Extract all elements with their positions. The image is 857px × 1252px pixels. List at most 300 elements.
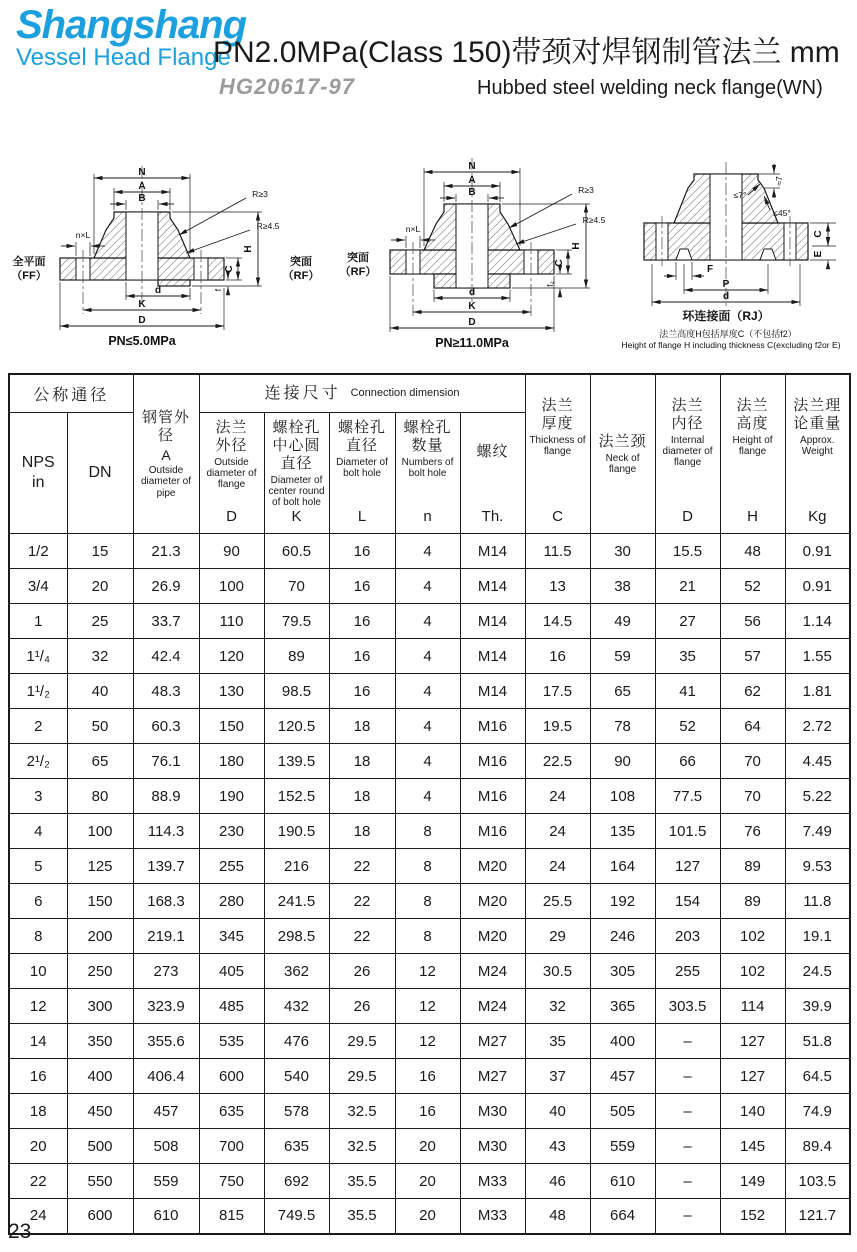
table-cell: 52 — [655, 709, 720, 744]
table-cell: 610 — [590, 1164, 655, 1199]
table-cell: 11.8 — [785, 884, 850, 919]
table-cell: 610 — [133, 1199, 199, 1234]
table-cell: 19.1 — [785, 919, 850, 954]
table-cell: 11.5 — [525, 534, 590, 569]
table-cell: 4 — [395, 674, 460, 709]
table-cell: 1 — [9, 604, 67, 639]
table-cell: 365 — [590, 989, 655, 1024]
table-cell: 18 — [329, 779, 395, 814]
table-cell: 16 — [329, 674, 395, 709]
header-neck: 法兰颈 Neck of flange — [590, 374, 655, 534]
table-cell: – — [655, 1024, 720, 1059]
table-cell: M24 — [460, 989, 525, 1024]
table-cell: M16 — [460, 779, 525, 814]
table-row — [9, 1024, 850, 1059]
table-cell: 15 — [67, 534, 133, 569]
table-cell: 1¹/₂ — [9, 674, 67, 709]
table-cell: – — [655, 1199, 720, 1234]
dim-label-d: d — [722, 291, 730, 302]
table-cell: 22 — [329, 919, 395, 954]
dim-label-dd: D — [138, 315, 146, 326]
table-cell: 8 — [395, 884, 460, 919]
table-cell: M14 — [460, 534, 525, 569]
table-cell: 1.81 — [785, 674, 850, 709]
svg-text:（FF）: （FF） — [11, 270, 47, 282]
table-cell: 12 — [395, 989, 460, 1024]
table-cell: 121.7 — [785, 1199, 850, 1234]
standard-number: HG20617-97 — [219, 74, 355, 99]
table-cell: 362 — [264, 954, 329, 989]
header-bolt-hole-diameter: 螺栓孔直径 Diameter of bolt hole L — [329, 412, 395, 534]
dim-label-d: d — [468, 287, 476, 298]
table-cell: 4 — [395, 569, 460, 604]
table-row — [9, 744, 850, 779]
table-cell: 22 — [9, 1164, 67, 1199]
table-cell: 2¹/₂ — [9, 744, 67, 779]
table-cell: 16 — [395, 1059, 460, 1094]
radius-label-1: R≥3 — [252, 189, 268, 199]
table-cell: 43 — [525, 1129, 590, 1164]
table-cell: 664 — [590, 1199, 655, 1234]
table-row — [9, 779, 850, 814]
table-cell: 400 — [590, 1024, 655, 1059]
page-subtitle-en: Hubbed steel welding neck flange(WN) — [477, 77, 823, 99]
table-cell: – — [655, 1059, 720, 1094]
table-cell: 24 — [525, 849, 590, 884]
table-cell: 345 — [199, 919, 264, 954]
table-cell: 127 — [720, 1024, 785, 1059]
table-cell: 20 — [395, 1199, 460, 1234]
table-cell: 120 — [199, 639, 264, 674]
table-row — [9, 1164, 850, 1199]
table-cell: 20 — [9, 1129, 67, 1164]
table-cell: 600 — [67, 1199, 133, 1234]
table-cell: 32 — [525, 989, 590, 1024]
table-cell: 14.5 — [525, 604, 590, 639]
table-cell: 50 — [67, 709, 133, 744]
table-cell: 22 — [329, 884, 395, 919]
table-cell: 145 — [720, 1129, 785, 1164]
dim-label-f: F — [706, 264, 714, 275]
pressure-note: PN≥11.0MPa — [435, 336, 509, 350]
page-title: PN2.0MPa(Class 150)带颈对焊钢制管法兰 mm — [213, 36, 840, 69]
table-cell: 2 — [9, 709, 67, 744]
table-cell: 35 — [655, 639, 720, 674]
dim-label-e: E — [813, 250, 824, 258]
table-cell: 21 — [655, 569, 720, 604]
raised-face-step — [158, 280, 190, 286]
table-cell: 108 — [590, 779, 655, 814]
table-cell: 48 — [720, 534, 785, 569]
table-cell: 16 — [525, 639, 590, 674]
table-cell: 35.5 — [329, 1199, 395, 1234]
table-cell: 35 — [525, 1024, 590, 1059]
dim-label-c: C — [554, 259, 565, 267]
table-cell: 29.5 — [329, 1024, 395, 1059]
table-cell: 42.4 — [133, 639, 199, 674]
table-cell: 14 — [9, 1024, 67, 1059]
table-row — [9, 709, 850, 744]
table-cell: 49 — [590, 604, 655, 639]
dim-label-c: C — [813, 230, 824, 238]
table-cell: 1.55 — [785, 639, 850, 674]
table-cell: 190.5 — [264, 814, 329, 849]
table-cell: M14 — [460, 569, 525, 604]
table-row — [9, 534, 850, 569]
dim-label-p: P — [722, 279, 730, 290]
table-cell: 405 — [199, 954, 264, 989]
pressure-note: PN≤5.0MPa — [108, 334, 176, 348]
table-cell: 70 — [720, 779, 785, 814]
table-cell: 508 — [133, 1129, 199, 1164]
dim-label-b: B — [468, 187, 476, 198]
table-cell: 70 — [264, 569, 329, 604]
page-number: 23 — [8, 1220, 32, 1243]
table-cell: 48 — [525, 1199, 590, 1234]
table-body — [9, 534, 850, 1234]
table-cell: 76.1 — [133, 744, 199, 779]
header-weight: 法兰理论重量 Approx. Weight Kg — [785, 374, 850, 534]
table-cell: 0.91 — [785, 569, 850, 604]
dim-label-top7: ≈7 — [774, 176, 784, 186]
table-cell: 70 — [720, 744, 785, 779]
table-cell: 635 — [199, 1094, 264, 1129]
bolt-count-label: n×L — [75, 230, 91, 240]
table-cell: 57 — [720, 639, 785, 674]
table-cell: 4 — [395, 744, 460, 779]
table-cell: 13 — [525, 569, 590, 604]
table-cell: 303.5 — [655, 989, 720, 1024]
table-cell: M16 — [460, 814, 525, 849]
table-row — [9, 639, 850, 674]
table-cell: 4 — [395, 779, 460, 814]
table-row — [9, 674, 850, 709]
dim-label-d: d — [154, 285, 162, 296]
table-cell: M30 — [460, 1094, 525, 1129]
table-cell: 192 — [590, 884, 655, 919]
table-cell: 246 — [590, 919, 655, 954]
table-cell: 180 — [199, 744, 264, 779]
table-cell: 540 — [264, 1059, 329, 1094]
dim-label-k: K — [468, 301, 476, 312]
table-cell: 230 — [199, 814, 264, 849]
table-cell: 64 — [720, 709, 785, 744]
table-cell: 20 — [395, 1164, 460, 1199]
table-row — [9, 569, 850, 604]
svg-text:（RF）: （RF） — [282, 270, 320, 282]
table-cell: 4.45 — [785, 744, 850, 779]
table-cell: 635 — [264, 1129, 329, 1164]
table-cell: 77.5 — [655, 779, 720, 814]
table-cell: 27 — [655, 604, 720, 639]
header-thickness: 法兰厚度 Thickness of flange C — [525, 374, 590, 534]
table-cell: 216 — [264, 849, 329, 884]
table-cell: 485 — [199, 989, 264, 1024]
table-row — [9, 814, 850, 849]
table-cell: 103.5 — [785, 1164, 850, 1199]
table-cell: 79.5 — [264, 604, 329, 639]
table-cell: 101.5 — [655, 814, 720, 849]
table-cell: 30.5 — [525, 954, 590, 989]
table-cell: 80 — [67, 779, 133, 814]
table-cell: M27 — [460, 1059, 525, 1094]
table-cell: M20 — [460, 849, 525, 884]
table-cell: 40 — [67, 674, 133, 709]
logo-name: Shangshang — [16, 3, 247, 47]
table-cell: 30 — [590, 534, 655, 569]
table-row — [9, 1199, 850, 1234]
flange-drawing-ff-rf — [2, 138, 332, 362]
table-cell: 250 — [67, 954, 133, 989]
table-cell: M30 — [460, 1129, 525, 1164]
table-cell: – — [655, 1129, 720, 1164]
table-cell: 150 — [67, 884, 133, 919]
face-type-rf: 突面 — [290, 256, 312, 268]
table-cell: 400 — [67, 1059, 133, 1094]
table-cell: 56 — [720, 604, 785, 639]
table-header — [9, 374, 850, 534]
table-cell: 16 — [329, 534, 395, 569]
table-cell: 4 — [395, 639, 460, 674]
dim-label-k: K — [138, 299, 146, 310]
header-dn: DN — [67, 412, 133, 534]
table-cell: 48.3 — [133, 674, 199, 709]
table-cell: 18 — [329, 709, 395, 744]
table-cell: 1¹/₄ — [9, 639, 67, 674]
table-cell: 300 — [67, 989, 133, 1024]
table-cell: 8 — [395, 919, 460, 954]
table-cell: 24 — [525, 779, 590, 814]
table-cell: 65 — [590, 674, 655, 709]
table-cell: 74.9 — [785, 1094, 850, 1129]
height-note-en: Height of flange H including thickness C(excluding f2or E) — [621, 340, 841, 350]
table-cell: 190 — [199, 779, 264, 814]
table-cell: 168.3 — [133, 884, 199, 919]
table-cell: 432 — [264, 989, 329, 1024]
table-cell: 64.5 — [785, 1059, 850, 1094]
table-cell: 26 — [329, 989, 395, 1024]
table-cell: M16 — [460, 709, 525, 744]
table-row — [9, 1059, 850, 1094]
radius-label-1: R≥3 — [578, 185, 594, 195]
table-cell: 22.5 — [525, 744, 590, 779]
table-cell: 102 — [720, 919, 785, 954]
table-cell: 52 — [720, 569, 785, 604]
table-cell: 4 — [395, 604, 460, 639]
table-cell: – — [655, 1094, 720, 1129]
table-cell: 10 — [9, 954, 67, 989]
table-cell: 140 — [720, 1094, 785, 1129]
table-cell: 37 — [525, 1059, 590, 1094]
table-cell: 5.22 — [785, 779, 850, 814]
logo-tagline: Vessel Head Flange — [16, 44, 231, 71]
table-cell: 6 — [9, 884, 67, 919]
table-cell: 600 — [199, 1059, 264, 1094]
table-cell: 457 — [590, 1059, 655, 1094]
table-cell: 18 — [329, 744, 395, 779]
table-cell: 26.9 — [133, 569, 199, 604]
header-bolt-circle: 螺栓孔中心圆直径 Diameter of center round of bolt hole K — [264, 412, 329, 534]
table-cell: 305 — [590, 954, 655, 989]
table-cell: 65 — [67, 744, 133, 779]
table-cell: 24 — [525, 814, 590, 849]
table-cell: 59 — [590, 639, 655, 674]
table-cell: 16 — [329, 604, 395, 639]
table-cell: 203 — [655, 919, 720, 954]
dim-label-f: f — [213, 288, 223, 292]
table-cell: 500 — [67, 1129, 133, 1164]
table-cell: 749.5 — [264, 1199, 329, 1234]
table-cell: 88.9 — [133, 779, 199, 814]
table-cell: 17.5 — [525, 674, 590, 709]
table-cell: 12 — [9, 989, 67, 1024]
table-cell: 8 — [395, 814, 460, 849]
table-cell: 25.5 — [525, 884, 590, 919]
dim-label-n: N — [138, 167, 146, 178]
header-nominal-diameter: 公称通径 — [9, 374, 133, 412]
table-cell: 16 — [395, 1094, 460, 1129]
table-row — [9, 884, 850, 919]
table-cell: 578 — [264, 1094, 329, 1129]
table-cell: 20 — [67, 569, 133, 604]
table-cell: 114.3 — [133, 814, 199, 849]
table-cell: M33 — [460, 1199, 525, 1234]
header-pipe-od: 钢管外径 A Outside diameter of pipe — [133, 374, 199, 534]
table-cell: 39.9 — [785, 989, 850, 1024]
rj-caption: 环连接面（RJ） — [682, 309, 770, 323]
table-cell: 18 — [9, 1094, 67, 1129]
table-cell: 298.5 — [264, 919, 329, 954]
table-cell: 90 — [199, 534, 264, 569]
header-connection-dimension: 连接尺寸 Connection dimension — [199, 374, 525, 412]
table-cell: 450 — [67, 1094, 133, 1129]
table-cell: 1.14 — [785, 604, 850, 639]
table-cell: 110 — [199, 604, 264, 639]
dim-label-c: C — [224, 265, 235, 273]
table-cell: 149 — [720, 1164, 785, 1199]
table-cell: 241.5 — [264, 884, 329, 919]
dim-label-n: N — [468, 161, 476, 172]
table-cell: 7.49 — [785, 814, 850, 849]
flange-drawing-rj — [616, 138, 857, 362]
flange-spec-table — [8, 373, 851, 1235]
table-cell: 89 — [264, 639, 329, 674]
dim-label-h: H — [571, 242, 582, 250]
table-cell: 26 — [329, 954, 395, 989]
table-cell: 98.5 — [264, 674, 329, 709]
flange-drawing-rf — [334, 138, 616, 362]
table-cell: 46 — [525, 1164, 590, 1199]
table-cell: 102 — [720, 954, 785, 989]
header-nps: NPS in — [9, 412, 67, 534]
table-cell: 90 — [590, 744, 655, 779]
radius-label-2: R≥4.5 — [582, 215, 606, 225]
header-height: 法兰高度 Height of flange H — [720, 374, 785, 534]
table-cell: 4 — [9, 814, 67, 849]
angle-label-7: ≤7° — [733, 190, 747, 200]
table-cell: 2.72 — [785, 709, 850, 744]
table-cell: 51.8 — [785, 1024, 850, 1059]
table-cell: 5 — [9, 849, 67, 884]
table-cell: 89.4 — [785, 1129, 850, 1164]
table-cell: 150 — [199, 709, 264, 744]
table-cell: 19.5 — [525, 709, 590, 744]
table-cell: 12 — [395, 954, 460, 989]
table-cell: 255 — [655, 954, 720, 989]
header-flange-od: 法兰外径 Outside diameter of flange D — [199, 412, 264, 534]
table-cell: 60.5 — [264, 534, 329, 569]
dim-label-a: A — [138, 181, 146, 192]
table-cell: 89 — [720, 849, 785, 884]
table-row — [9, 989, 850, 1024]
table-cell: 8 — [9, 919, 67, 954]
table-cell: 16 — [329, 569, 395, 604]
table-cell: 100 — [199, 569, 264, 604]
table-row — [9, 1094, 850, 1129]
table-cell: M20 — [460, 884, 525, 919]
table-cell: 350 — [67, 1024, 133, 1059]
table-cell: 16 — [9, 1059, 67, 1094]
table-cell: 406.4 — [133, 1059, 199, 1094]
table-cell: 9.53 — [785, 849, 850, 884]
table-cell: 33.7 — [133, 604, 199, 639]
header-inner-diameter: 法兰内径 Internal diameter of flange D — [655, 374, 720, 534]
table-cell: 18 — [329, 814, 395, 849]
table-cell: 40 — [525, 1094, 590, 1129]
dim-label-a: A — [468, 175, 476, 186]
table-cell: 89 — [720, 884, 785, 919]
table-cell: 114 — [720, 989, 785, 1024]
table-cell: M14 — [460, 604, 525, 639]
table-cell: 280 — [199, 884, 264, 919]
table-row — [9, 849, 850, 884]
table-cell: M33 — [460, 1164, 525, 1199]
table-cell: 24.5 — [785, 954, 850, 989]
dim-label-b: B — [138, 193, 146, 204]
table-cell: 16 — [329, 639, 395, 674]
table-cell: 219.1 — [133, 919, 199, 954]
table-cell: 815 — [199, 1199, 264, 1234]
table-cell: 273 — [133, 954, 199, 989]
table-cell: 24 — [9, 1199, 67, 1234]
dim-label-h: H — [243, 245, 254, 253]
table-cell: 139.7 — [133, 849, 199, 884]
table-cell: M27 — [460, 1024, 525, 1059]
table-cell: 200 — [67, 919, 133, 954]
table-cell: 154 — [655, 884, 720, 919]
table-cell: 550 — [67, 1164, 133, 1199]
table-cell: 355.6 — [133, 1024, 199, 1059]
table-cell: 38 — [590, 569, 655, 604]
table-cell: M16 — [460, 744, 525, 779]
table-cell: 78 — [590, 709, 655, 744]
table-cell: 127 — [655, 849, 720, 884]
table-cell: 120.5 — [264, 709, 329, 744]
table-cell: 66 — [655, 744, 720, 779]
table-cell: 535 — [199, 1024, 264, 1059]
table-cell: 152.5 — [264, 779, 329, 814]
radius-label-2: R≥4.5 — [256, 221, 280, 231]
table-cell: 750 — [199, 1164, 264, 1199]
table-cell: 29.5 — [329, 1059, 395, 1094]
dim-label-f2: f₂ — [545, 281, 555, 287]
header-bolt-number: 螺栓孔数量 Numbers of bolt hole n — [395, 412, 460, 534]
face-type-ff: 全平面 — [12, 256, 46, 268]
table-cell: 255 — [199, 849, 264, 884]
table-cell: 25 — [67, 604, 133, 639]
table-cell: 476 — [264, 1024, 329, 1059]
table-row — [9, 919, 850, 954]
